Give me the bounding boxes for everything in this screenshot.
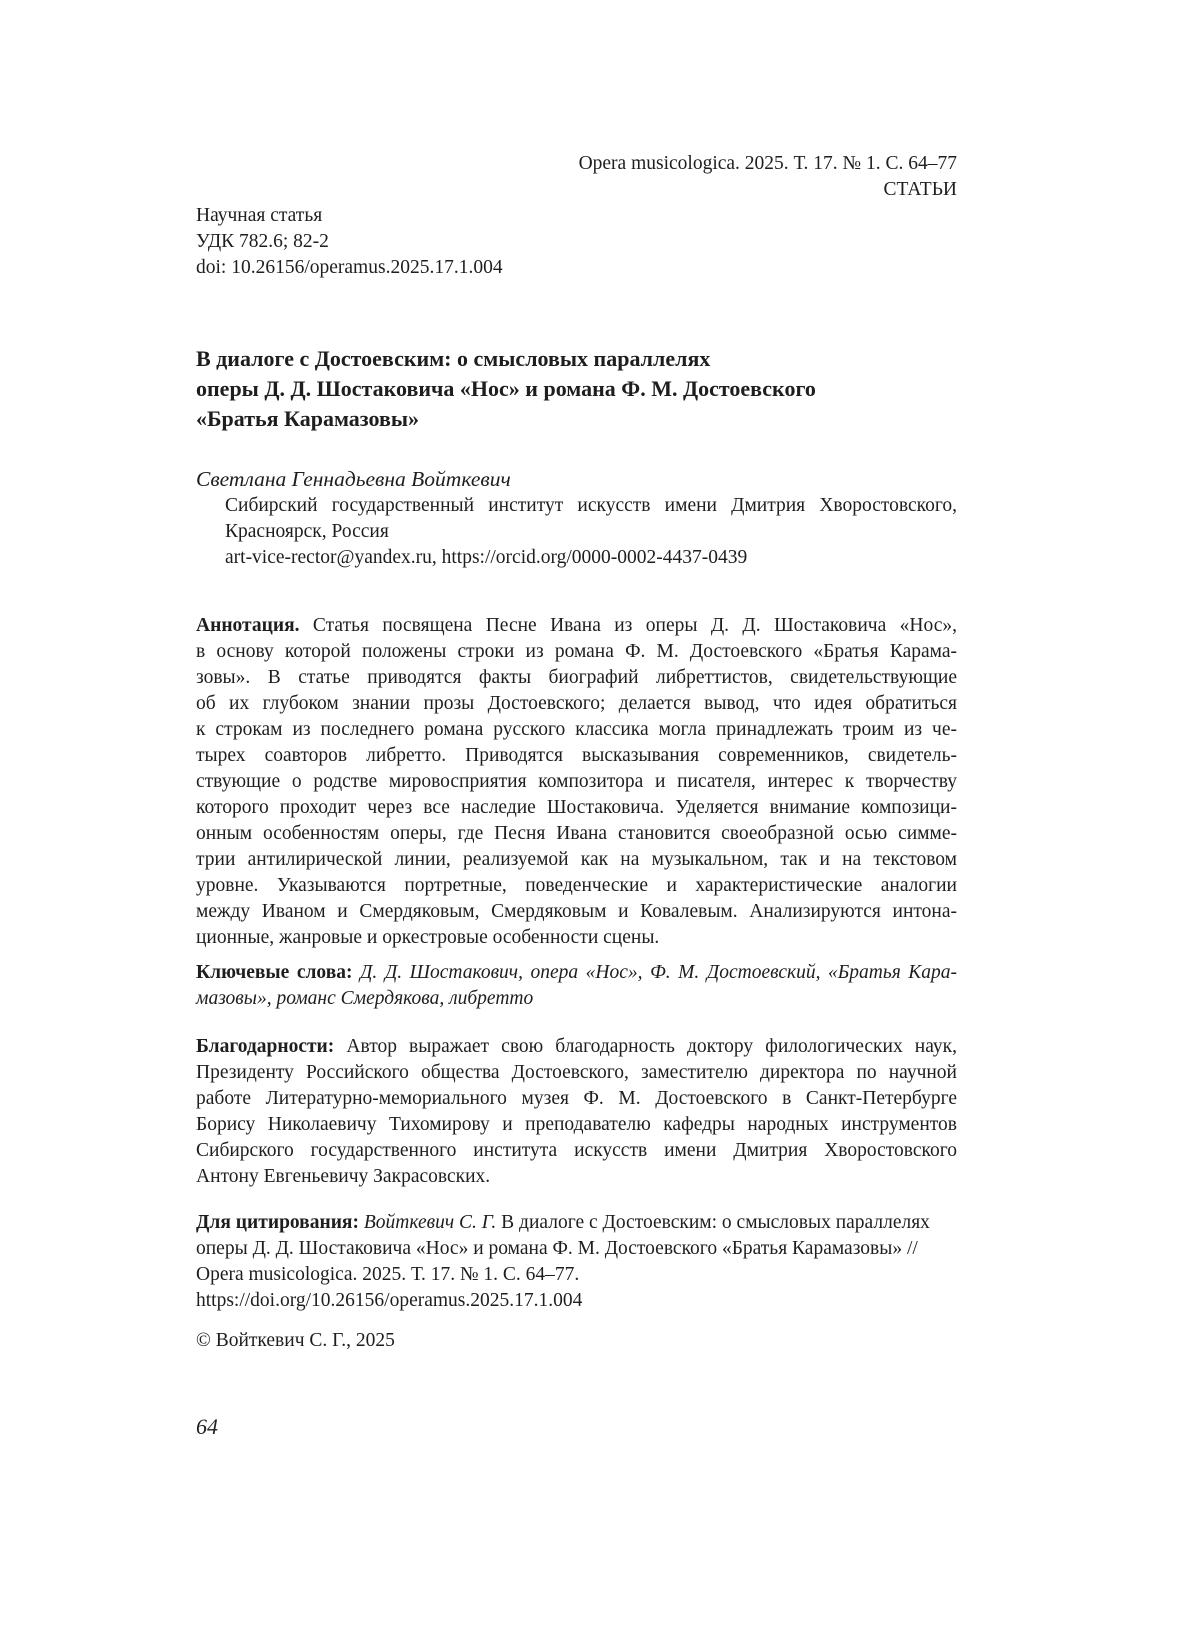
author-contacts[interactable]: art-vice-rector@yandex.ru, https://orcid.org/0000-0002-4437-0439 xyxy=(225,547,748,568)
section-label: СТАТЬИ xyxy=(883,179,957,200)
citation-author: Войткевич С. Г. xyxy=(363,1212,497,1233)
abstract-line: ционные, жанровые и оркестровые особенности сцены. xyxy=(196,927,660,948)
author-affiliation xyxy=(225,493,957,571)
abstract xyxy=(196,613,957,951)
abstract-line: в основу которой положены строки из романа Ф. М. Достоевского «Братья Карама- xyxy=(196,641,957,662)
abstract-line: уровне. Указываются портретные, поведенческие и характеристические аналогии xyxy=(196,875,957,896)
acknowledgements-label: Благодарности: xyxy=(196,1036,335,1057)
author-name: Светлана Геннадьевна Войткевич xyxy=(196,467,511,491)
citation-line: Для цитирования: Войткевич С. Г. В диалоге с Достоевским: о смысловых параллелях xyxy=(196,1212,930,1233)
keywords xyxy=(196,960,957,1012)
abstract-line: ствующие о родстве мировосприятия композитора и писателя, интерес к творчеству xyxy=(196,771,957,792)
running-header xyxy=(560,151,957,203)
abstract-line: онным особенностям оперы, где Песня Ивана становится своеобразной осью симме- xyxy=(196,823,957,844)
abstract-line: к строкам из последнего романа русского классика могла принадлежать троим из че- xyxy=(196,719,957,740)
keywords-line: мазовы», романс Смердякова, либретто xyxy=(196,988,534,1009)
citation-label: Для цитирования: xyxy=(196,1212,359,1233)
article-meta xyxy=(196,203,503,281)
journal-reference: Opera musicologica. 2025. Т. 17. № 1. С. 64–77 xyxy=(578,153,957,174)
article-title xyxy=(196,344,976,434)
acknowledgements-line: Антону Евгеньевичу Закрасовских. xyxy=(196,1166,491,1187)
page-number: 64 xyxy=(196,1414,218,1439)
title-line: оперы Д. Д. Шостаковича «Нос» и романа Ф. М. Достоевского xyxy=(196,376,816,401)
citation-line: оперы Д. Д. Шостаковича «Нос» и романа Ф. М. Достоевского «Братья Карамазовы» // xyxy=(196,1238,918,1259)
acknowledgements xyxy=(196,1034,957,1190)
affiliation-line: Красноярск, Россия xyxy=(225,521,389,542)
acknowledgements-line: работе Литературно-мемориального музея Ф. М. Достоевского в Санкт-Петербурге xyxy=(196,1088,957,1109)
keywords-line: Ключевые слова: Д. Д. Шостакович, опера «Нос», Ф. М. Достоевский, «Братья Кара- xyxy=(196,962,957,983)
citation-line: Opera musicologica. 2025. Т. 17. № 1. С. 64–77. xyxy=(196,1264,580,1285)
title-line: «Братья Карамазовы» xyxy=(196,406,420,431)
title-line: В диалоге с Достоевским: о смысловых параллелях xyxy=(196,346,711,371)
article-type: Научная статья xyxy=(196,205,323,226)
citation xyxy=(196,1210,957,1314)
abstract-line: тырех соавторов либретто. Приводятся высказывания современников, свидетель- xyxy=(196,745,957,766)
copyright-notice: © Войткевич С. Г., 2025 xyxy=(196,1330,395,1351)
abstract-label: Аннотация. xyxy=(196,615,300,636)
abstract-line: Аннотация. Статья посвящена Песне Ивана из оперы Д. Д. Шостаковича «Нос», xyxy=(196,615,957,636)
acknowledgements-line: Сибирского государственного института искусств имени Дмитрия Хворостовского xyxy=(196,1140,957,1161)
acknowledgements-line: Борису Николаевичу Тихомирову и преподавателю кафедры народных инструментов xyxy=(196,1114,957,1135)
abstract-line: между Иваном и Смердяковым, Смердяковым и Ковалевым. Анализируются интона- xyxy=(196,901,957,922)
abstract-line: зовы». В статье приводятся факты биографий либреттистов, свидетельствующие xyxy=(196,667,957,688)
abstract-line: об их глубоком знании прозы Достоевского; делается вывод, что идея обратиться xyxy=(196,693,957,714)
acknowledgements-line: Благодарности: Автор выражает свою благодарность доктору филологических наук, xyxy=(196,1036,957,1057)
keywords-label: Ключевые слова: xyxy=(196,962,353,983)
doi-link[interactable]: doi: 10.26156/operamus.2025.17.1.004 xyxy=(196,257,503,278)
abstract-line: трии антилирической линии, реализуемой как на музыкальном, так и на текстовом xyxy=(196,849,957,870)
affiliation-line: Сибирский государственный институт искусств имени Дмитрия Хворостовского, xyxy=(225,495,957,516)
citation-doi-link[interactable]: https://doi.org/10.26156/operamus.2025.17.1.004 xyxy=(196,1290,583,1311)
udc-code: УДК 782.6; 82-2 xyxy=(196,231,329,252)
abstract-line: которого проходит через все наследие Шостаковича. Уделяется внимание композици- xyxy=(196,797,957,818)
acknowledgements-line: Президенту Российского общества Достоевского, заместителю директора по научной xyxy=(196,1062,957,1083)
